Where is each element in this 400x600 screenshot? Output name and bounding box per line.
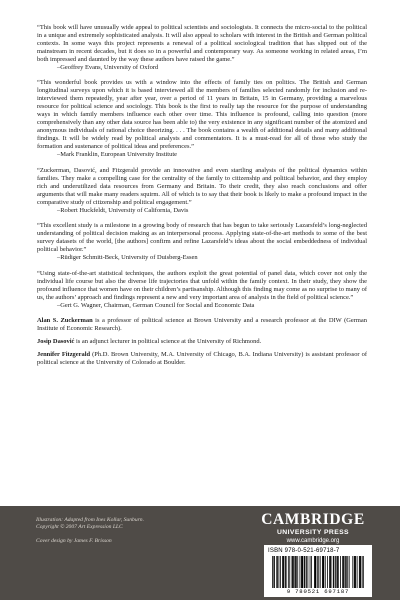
barcode-bar (272, 556, 273, 588)
barcode-bar (276, 556, 277, 588)
barcode-bar (346, 556, 347, 588)
barcode-bar (345, 556, 346, 588)
endorsement-attribution: –Gert G. Wagner, Chairman, German Council for Social and Economic Data (57, 301, 255, 309)
barcode-bar (289, 556, 290, 588)
barcode-bar (288, 556, 289, 588)
author-name: Josip Dasović (37, 337, 75, 345)
endorsement-quote: “This book will have unusually wide appeal to political scientists and sociologists. It connects the micro-social to the political in a unique and extremely sophisticated analysis. It will also appeal to scholars with interest in the British and German political contexts. In some ways this project represents a renewal of a political sociological tradition that has slipped out of the mainstream in recent decades, but it does so in a powerful and contemporary way. As someone working in related areas, I’m both impressed and daunted by the way these authors have raised the game.” (37, 24, 367, 63)
endorsement (37, 24, 367, 72)
barcode-bar (311, 556, 312, 588)
barcode-bar (280, 556, 281, 588)
author-bio-text: is an adjunct lecturer in political science at the University of Richmond. (74, 337, 262, 345)
barcode-bar (305, 556, 306, 588)
barcode-bar (302, 556, 303, 588)
barcode-bar (329, 556, 330, 588)
barcode-bar (362, 556, 363, 588)
publisher-url: www.cambridge.org (286, 538, 340, 544)
barcode-bar (344, 556, 345, 588)
barcode-bar (285, 556, 286, 588)
barcode-bar (314, 556, 315, 588)
barcode-bar (323, 556, 324, 588)
publisher-logo (254, 512, 372, 545)
barcode-bar (292, 556, 293, 588)
barcode-bar (286, 556, 287, 588)
endorsement-quote: “This excellent study is a milestone in a growing body of research that has begun to take seriously Lazarsfeld’s long-neglected understanding of political decision making as an interpersonal process. Applying state-of-the-art methods to some of the best survey datasets of the world, [the authors] confirm and refine Lazarsfeld’s ideas about the social embeddedness of individual political behavior.” (37, 222, 367, 254)
barcode-bar (331, 556, 332, 588)
barcode-bar (297, 556, 298, 588)
barcode-bar (274, 556, 275, 588)
barcode-bar (306, 556, 307, 588)
barcode-digits: 9 780521 697187 (286, 588, 350, 595)
barcode-bar (347, 556, 348, 588)
barcode-bar (320, 556, 321, 588)
isbn-label: ISBN 978-0-521-69718-7 (268, 548, 340, 554)
barcode-bar (325, 556, 326, 588)
barcode-bar (315, 556, 316, 588)
publisher-subtitle: UNIVERSITY PRESS (277, 529, 349, 536)
endorsement (37, 167, 367, 215)
barcode-bar (283, 556, 284, 588)
barcode-bar (338, 556, 339, 588)
illustration-credit: Illustration: Adapted from Ines Kollar, Sunburn. (36, 517, 144, 523)
barcode-bar (342, 556, 343, 588)
barcode-bar (301, 556, 302, 588)
barcode-image (272, 556, 364, 588)
barcode-bar (293, 556, 294, 588)
author-name: Alan S. Zuckerman (37, 316, 93, 324)
endorsements (37, 24, 367, 310)
barcode-bar (359, 556, 360, 588)
barcode-bar (304, 556, 305, 588)
barcode-bar (349, 556, 350, 588)
barcode-bar (360, 556, 361, 588)
barcode-bar (337, 556, 338, 588)
author-bio (37, 317, 367, 333)
barcode-bar (300, 556, 301, 588)
barcode-bar (273, 556, 274, 588)
barcode-bar (282, 556, 283, 588)
back-cover-footer (0, 506, 400, 600)
barcode-bar (355, 556, 356, 588)
barcode-panel (264, 545, 372, 597)
author-bio (37, 338, 367, 346)
barcode-bar (360, 556, 361, 588)
publisher-name: CAMBRIDGE (261, 511, 365, 528)
copyright-credit: Copyright © 2007 Art Expression LLC (36, 524, 123, 531)
barcode-bar (336, 556, 337, 588)
barcode-bar (284, 556, 285, 588)
author-bios (37, 317, 367, 367)
barcode-bar (355, 556, 356, 588)
barcode-bar (315, 556, 316, 588)
barcode-bar (357, 556, 358, 588)
barcode-bar (354, 556, 355, 588)
barcode-bar (363, 556, 364, 588)
barcode-bar (277, 556, 278, 588)
endorsement-attribution: –Rüdiger Schmitt-Beck, University of Duisberg-Essen (57, 254, 198, 262)
author-bio (37, 351, 367, 367)
endorsement (37, 222, 367, 262)
cover-design-credit: Cover design by James F. Brisson (36, 537, 112, 544)
barcode-bar (292, 556, 293, 588)
barcode-bar (317, 556, 318, 588)
barcode-bar (333, 556, 334, 588)
author-bio-text: (Ph.D. Brown University, M.A. University of Chicago, B.A. Indiana University) is assistant professor of political science at the University of Colorado at Boulder. (37, 350, 368, 366)
barcode-bar (307, 556, 308, 588)
endorsement-attribution: –Robert Huckfeldt, University of California, Davis (57, 206, 189, 214)
author-bio-text: is a professor of political science at Brown University and a research professor at the DIW (German Institute of Economic Research). (37, 316, 367, 332)
barcode-bar (334, 556, 335, 588)
endorsement-quote: “This wonderful book provides us with a window into the effects of family ties on politics. The British and German longitudinal surveys upon which it is based interviewed all the members of families selected randomly for inclusion and re-interviewed them repeatedly, year after year, over a period of 11 years in Britain, 15 in Germany, providing a marvelous resource for political science and sociology. This book is the first to really tap the resource for the purpose of understanding ways in which family members influence each other over time. This influence is profound, calling into question (more comprehensively than any other data source has been able to) the very existence in any significant number of the atomized and anonymous individuals of rational choice theorizing. . . . The book contains a wealth of additional details and many additional findings. It will be widely read by political analysts and commentators. It is a must-read for all of those who study the formation and sustenance of political ideas and preferences.” (37, 79, 367, 151)
barcode-bar (327, 556, 328, 588)
endorsement-quote: “Zuckerman, Dasović, and Fitzgerald provide an innovative and even startling analysis of the political dynamics within families. They make a compelling case for the centrality of the family to citizenship and political behavior, and they employ rich and underutilized data resources from Germany and Britain. To their credit, they also reach conclusions and offer arguments that will make many readers squirm. All of which is to say that their book is likely to make a profound impact in the comparative study of citizenship and political engagement.” (37, 166, 367, 206)
barcode-bar (279, 556, 280, 588)
barcode-bar (352, 556, 353, 588)
author-name: Jennifer Fitzgerald (37, 350, 91, 358)
barcode-bar (330, 556, 331, 588)
endorsement (37, 79, 367, 159)
barcode-bar (335, 556, 336, 588)
barcode-bar (296, 556, 297, 588)
endorsement-attribution: –Geoffrey Evans, University of Oxford (57, 64, 159, 71)
barcode-bar (318, 556, 319, 588)
endorsement-quote: “Using state-of-the-art statistical techniques, the authors exploit the great potential of panel data, which cover not only the individual life course but also the diverse life trajectories that unfold within the family context. In their study, they show the profound influence that women have on their children’s partisanship. Although this finding may come as no surprise to many of us, the authors’ approach and findings represent a new and very important area of analysis in the field of political science.” (37, 269, 367, 301)
cover-credits (36, 517, 206, 545)
barcode-bar (295, 556, 296, 588)
barcode-bar (323, 556, 324, 588)
barcode-bar (302, 556, 303, 588)
barcode-bar (310, 556, 311, 588)
barcode-bar (322, 556, 323, 588)
barcode-bar (343, 556, 344, 588)
endorsement-attribution: –Mark Franklin, European University Institute (57, 151, 177, 159)
endorsement (37, 270, 367, 310)
barcode-bar (340, 556, 341, 588)
barcode-bar (294, 556, 295, 588)
